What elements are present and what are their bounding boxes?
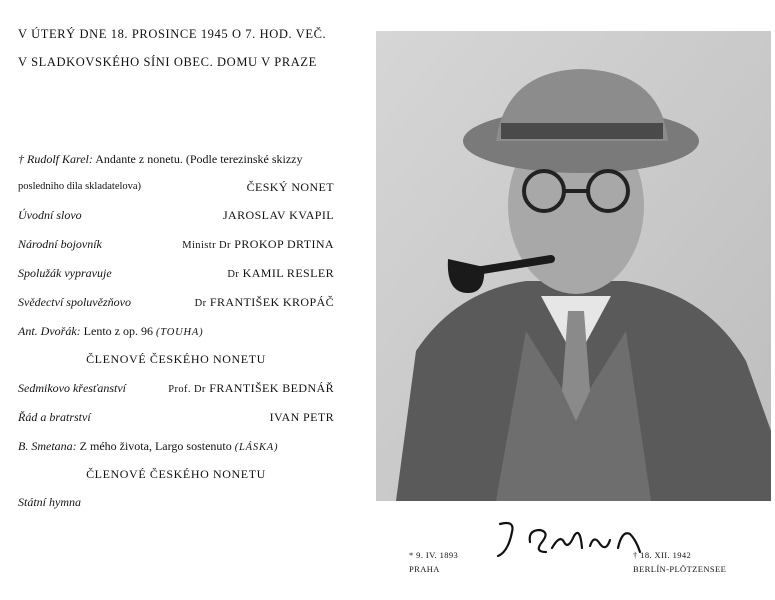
item-title: Úvodní slovo xyxy=(18,208,82,222)
death-date: † 18. XII. 1942 xyxy=(633,550,692,560)
speaker-prefix: Dr xyxy=(227,269,240,280)
item-title: Spolužák vypravuje xyxy=(18,266,112,280)
performer: ČESKÝ NONET xyxy=(246,180,334,194)
performer: ČLENOVÉ ČESKÉHO NONETU xyxy=(86,352,266,366)
speaker: PROKOP DRTINA xyxy=(234,237,334,251)
speaker: IVAN PETR xyxy=(269,410,334,424)
speaker: FRANTIŠEK BEDNÁŘ xyxy=(209,381,334,395)
birth-place: PRAHA xyxy=(409,564,440,574)
birth-date: * 9. IV. 1893 xyxy=(409,550,459,560)
signature-image xyxy=(490,512,650,562)
portrait-photo xyxy=(376,31,771,501)
item-title: Státní hymna xyxy=(18,495,81,509)
work-title: Z mého života, Largo sostenuto xyxy=(79,439,232,453)
speaker: KAMIL RESLER xyxy=(242,266,334,280)
composer-name: B. Smetana: xyxy=(18,439,77,453)
death-place: BERLÍN-PLÖTZENSEE xyxy=(633,564,727,574)
program-page xyxy=(0,0,362,600)
item-title: Svědectví spoluvězňovo xyxy=(18,295,131,309)
death-caption xyxy=(633,548,726,576)
birth-caption xyxy=(409,548,458,576)
event-venue-line: V SLADKOVSKÉHO SÍNI OBEC. DOMU V PRAZE xyxy=(18,55,317,69)
performer: ČLENOVÉ ČESKÉHO NONETU xyxy=(86,467,266,481)
speaker-prefix: Dr xyxy=(194,298,207,309)
composer-name: † Rudolf Karel: xyxy=(18,152,93,166)
work-note: posledniho dila skladatelova) xyxy=(18,181,142,192)
item-title: Národní bojovník xyxy=(18,237,102,251)
item-title: Sedmikovo křesťanství xyxy=(18,381,126,395)
portrait-illustration xyxy=(376,31,771,501)
composer-name: Ant. Dvořák: xyxy=(18,324,81,338)
work-subtitle: (TOUHA) xyxy=(155,327,204,338)
work-title: Lento z op. 96 xyxy=(83,324,153,338)
event-date-line: V ÚTERÝ DNE 18. PROSINCE 1945 O 7. HOD. VEČ. xyxy=(18,27,327,41)
item-title: Řád a bratrství xyxy=(18,410,91,424)
speaker: FRANTIŠEK KROPÁČ xyxy=(209,295,334,309)
speaker-prefix: Ministr Dr xyxy=(182,240,231,251)
speaker: JAROSLAV KVAPIL xyxy=(222,208,334,222)
speaker-prefix: Prof. Dr xyxy=(168,384,206,395)
work-subtitle: (LÁSKA) xyxy=(234,442,279,453)
work-title: Andante z nonetu. (Podle terezinské skizzy xyxy=(95,152,303,166)
